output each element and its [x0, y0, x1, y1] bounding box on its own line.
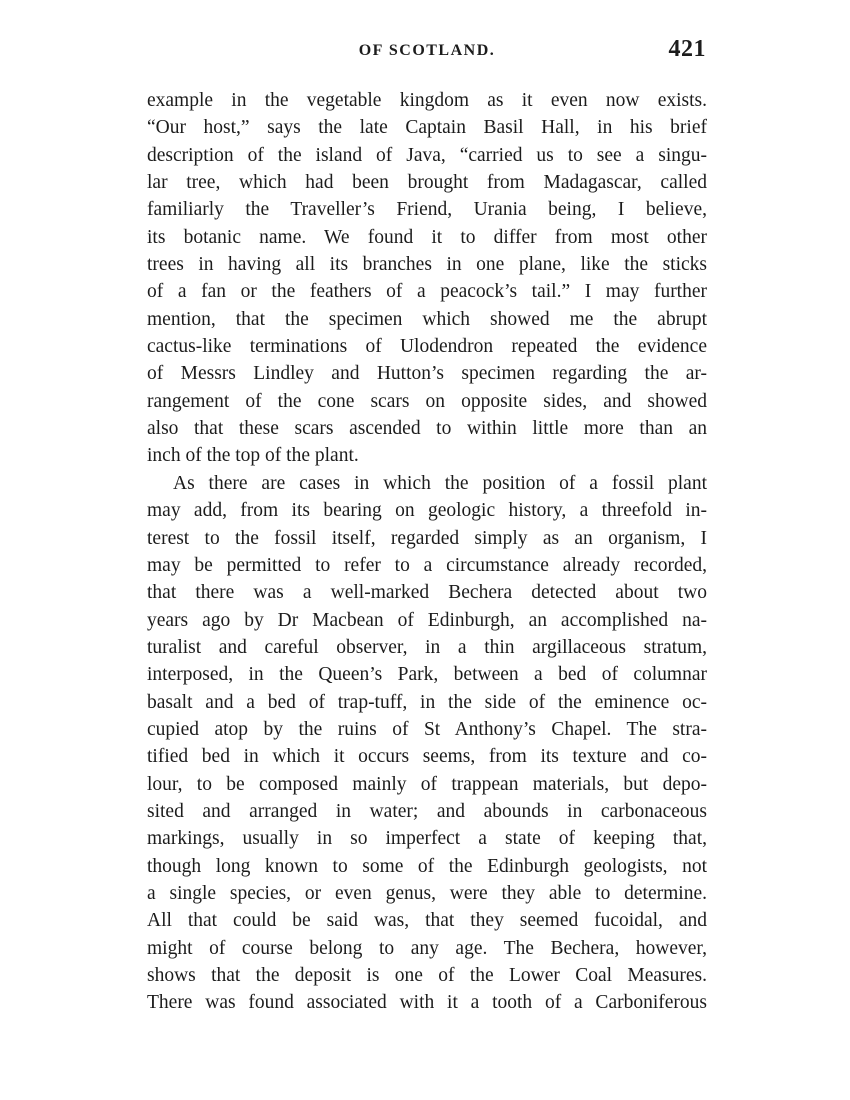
running-head	[146, 38, 708, 68]
text-line: might of course belong to any age. The Bechera, however,	[147, 937, 707, 959]
paragraph-first-line: As there are cases in which the position of a fossil plant	[173, 472, 707, 494]
text-line: markings, usually in so imperfect a state of keeping that,	[147, 828, 707, 850]
text-line: lour, to be composed mainly of trappean materials, but depo-	[147, 773, 707, 795]
text-line: a single species, or even genus, were they able to determine.	[147, 882, 707, 904]
text-line: tified bed in which it occurs seems, from its texture and co-	[147, 746, 707, 768]
text-line: though long known to some of the Edinburgh geologists, not	[147, 855, 707, 877]
text-line: familiarly the Traveller’s Friend, Urania being, I believe,	[147, 199, 707, 221]
text-line: basalt and a bed of trap-tuff, in the side of the eminence oc-	[147, 691, 707, 713]
body-text	[147, 87, 707, 1017]
text-line: interposed, in the Queen’s Park, between a bed of columnar	[147, 664, 707, 686]
text-line: of a fan or the feathers of a peacock’s tail.” I may further	[147, 281, 707, 303]
text-line: “Our host,” says the late Captain Basil Hall, in his brief	[147, 117, 707, 139]
text-line: may add, from its bearing on geologic history, a threefold in-	[147, 500, 707, 522]
text-line: that there was a well-marked Bechera detected about two	[147, 582, 707, 604]
paragraph-end-line: inch of the top of the plant.	[147, 445, 359, 467]
page-number: 421	[668, 36, 706, 62]
text-line: trees in having all its branches in one plane, like the sticks	[147, 254, 707, 276]
text-line: turalist and careful observer, in a thin argillaceous stratum,	[147, 636, 707, 658]
text-line: All that could be said was, that they seemed fucoidal, and	[147, 910, 707, 932]
text-line: its botanic name. We found it to differ from most other	[147, 226, 707, 248]
text-line: shows that the deposit is one of the Lower Coal Measures.	[147, 965, 707, 986]
text-line: also that these scars ascended to within little more than an	[147, 418, 707, 440]
text-line: example in the vegetable kingdom as it even now exists.	[147, 90, 707, 111]
text-line: years ago by Dr Macbean of Edinburgh, an accomplished na-	[147, 609, 707, 631]
text-line: sited and arranged in water; and abounds in carbonaceous	[147, 800, 707, 822]
running-title: OF SCOTLAND.	[358, 42, 496, 59]
text-line: description of the island of Java, “carried us to see a singu-	[147, 144, 707, 166]
text-line: rangement of the cone scars on opposite sides, and showed	[147, 390, 707, 412]
text-line: mention, that the specimen which showed me the abrupt	[147, 308, 707, 330]
text-line: There was found associated with it a tooth of a Carboniferous	[147, 992, 707, 1014]
text-line: lar tree, which had been brought from Madagascar, called	[147, 172, 707, 194]
text-line: may be permitted to refer to a circumstance already recorded,	[147, 554, 707, 576]
text-line: terest to the fossil itself, regarded simply as an organism, I	[147, 527, 707, 549]
text-line: of Messrs Lindley and Hutton’s specimen regarding the ar-	[147, 363, 707, 385]
text-line: cactus-like terminations of Ulodendron repeated the evidence	[147, 336, 707, 358]
text-line: cupied atop by the ruins of St Anthony’s Chapel. The stra-	[147, 718, 707, 740]
